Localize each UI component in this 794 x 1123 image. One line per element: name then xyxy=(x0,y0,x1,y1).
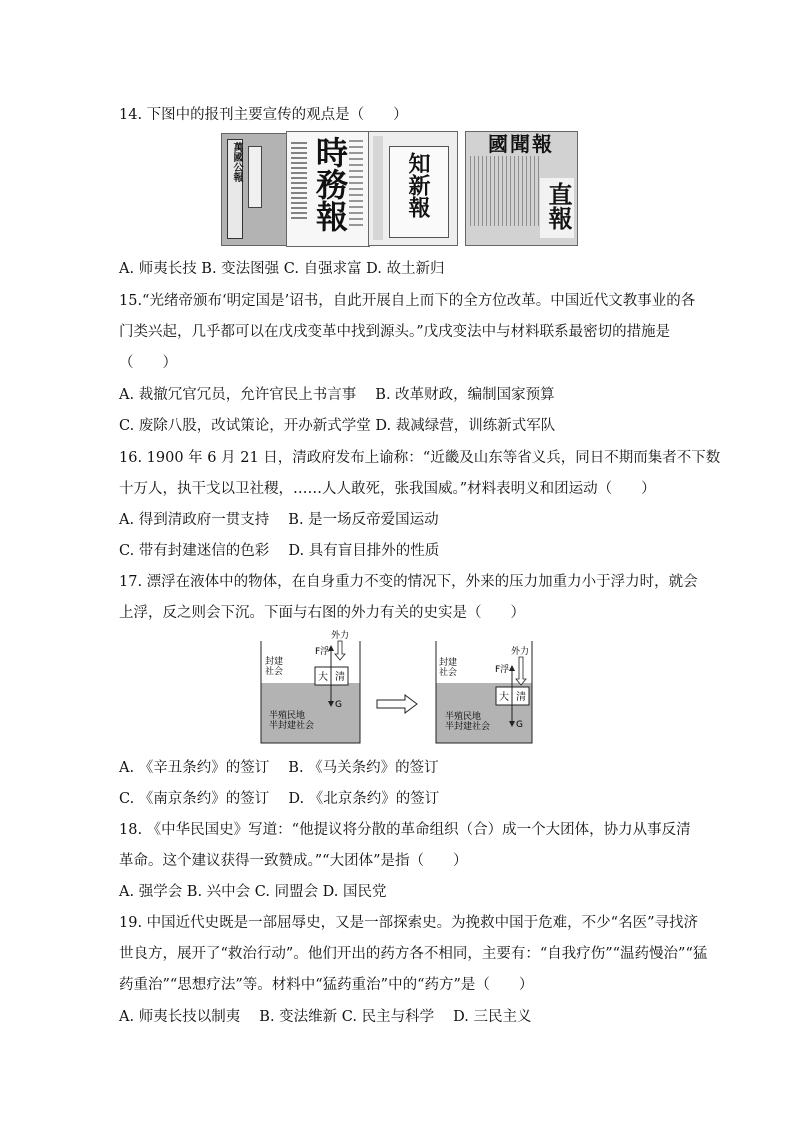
question-14-options: A. 师夷长技 B. 变法图强 C. 自强求富 D. 故土新归 xyxy=(119,261,445,277)
upper-label-left-2: 社会 xyxy=(265,667,284,677)
block-left-char-2: 清 xyxy=(335,672,345,683)
question-15-options-line-1: A. 裁撤冗官冗员，允许官民上书言事 B. 改革财政，编制国家预算 xyxy=(119,387,555,403)
newspaper-wanguo xyxy=(221,133,295,246)
question-18-stem-line-2: 革命。这个建议获得一致赞成。”“大团体”是指（ ） xyxy=(119,853,468,869)
external-force-arrow-right xyxy=(516,657,526,685)
newspaper-wanguo-title: 萬國公報 xyxy=(231,142,242,182)
question-18-options: A. 强学会 B. 兴中会 C. 同盟会 D. 国民党 xyxy=(119,884,387,900)
diagram-after xyxy=(436,641,532,743)
newspaper-zhibao-title: 直報 xyxy=(544,182,573,230)
question-16-stem-line-1: 16. 1900 年 6 月 21 日，清政府发布上谕称：“近畿及山东等省义兵，同日不期而集者不下数 xyxy=(119,450,721,466)
buoyancy-label-left: F浮 xyxy=(315,647,330,657)
external-force-label-right: 外力 xyxy=(511,647,530,657)
newspaper-shiwu xyxy=(286,131,370,247)
question-17-options-line-1: A. 《辛丑条约》的签订 B. 《马关条约》的签订 xyxy=(119,760,439,776)
upper-label-left-1: 封建 xyxy=(265,657,284,667)
newspaper-zhixin xyxy=(368,131,458,246)
buoyancy-diagram xyxy=(255,627,540,749)
block-right-char-1: 大 xyxy=(499,692,509,703)
diagram-before xyxy=(261,629,360,743)
upper-label-right-1: 封建 xyxy=(439,658,458,668)
newspaper-guowen-title: 國聞報 xyxy=(488,132,554,156)
block-right-char-2: 清 xyxy=(516,692,526,703)
question-19-options: A. 师夷长技以制夷 B. 变法维新 C. 民主与科学 D. 三民主义 xyxy=(119,1009,532,1025)
question-15-stem-line-1: 15.“光绪帝颁布‘明定国是’诏书，自此开展自上而下的全方位改革。中国近代文教事业的各 xyxy=(119,293,696,309)
question-19-stem-line-1: 19. 中国近代史既是一部屈辱史，又是一部探索史。为挽救中国于危难，不少“名医”寻找济 xyxy=(119,915,698,931)
question-16-options-line-2: C. 带有封建迷信的色彩 D. 具有盲目排外的性质 xyxy=(119,543,440,559)
question-18-stem-line-1: 18. 《中华民国史》写道：“他提议将分散的革命组织（合）成一个大团体，协力从事反清 xyxy=(119,822,691,838)
question-15-stem-line-2: 门类兴起，几乎都可以在戊戌变革中找到源头。”戊戌变法中与材料联系最密切的措施是 xyxy=(119,324,671,340)
question-15-options-line-2: C. 废除八股，改试策论，开办新式学堂 D. 裁减绿营，训练新式军队 xyxy=(119,418,556,434)
buoyancy-arrow-right xyxy=(509,665,515,671)
transition-arrow xyxy=(377,695,417,713)
external-force-arrow-left xyxy=(335,641,345,660)
question-15-stem-line-3: （ ） xyxy=(119,355,177,371)
newspaper-guowen xyxy=(465,131,578,246)
external-force-label-left: 外力 xyxy=(331,631,350,641)
question-14-stem: 14. 下图中的报刊主要宣传的观点是（ ） xyxy=(119,107,408,123)
lower-label-left-2: 半封建社会 xyxy=(269,721,315,731)
lower-label-right-1: 半殖民地 xyxy=(445,712,482,722)
question-16-stem-line-2: 十万人，执干戈以卫社稷，……人人敢死，张我国威。”材料表明义和团运动（ ） xyxy=(119,481,656,497)
question-19-stem-line-3: 药重治”“思想疗法”等。材料中“猛药重治”中的“药方”是（ ） xyxy=(119,977,534,993)
gravity-label-left: G xyxy=(335,700,342,710)
buoyancy-label-right: F浮 xyxy=(495,665,510,675)
newspapers-figure xyxy=(218,128,578,246)
question-19-stem-line-2: 世良方，展开了“救治行动”。他们开出的药方各不相同，主要有：“自我疗伤”“温药慢治”“猛 xyxy=(119,946,708,962)
question-17-stem-line-2: 上浮，反之则会下沉。下面与右图的外力有关的史实是（ ） xyxy=(119,605,525,621)
question-17-stem-line-1: 17. 漂浮在液体中的物体，在自身重力不变的情况下，外来的压力加重力小于浮力时，就会 xyxy=(119,574,698,590)
question-17-options-line-2: C. 《南京条约》的签订 D. 《北京条约》的签订 xyxy=(119,791,440,807)
newspaper-zhixin-title: 知新報 xyxy=(405,152,431,218)
question-16-options-line-1: A. 得到清政府一贯支持 B. 是一场反帝爱国运动 xyxy=(119,512,439,528)
upper-label-right-2: 社会 xyxy=(439,668,458,678)
block-left-char-1: 大 xyxy=(318,672,328,683)
lower-label-right-2: 半封建社会 xyxy=(445,722,491,732)
gravity-label-right: G xyxy=(516,720,523,730)
lower-label-left-1: 半殖民地 xyxy=(269,711,306,721)
newspaper-shiwu-title: 時務報 xyxy=(311,136,349,232)
